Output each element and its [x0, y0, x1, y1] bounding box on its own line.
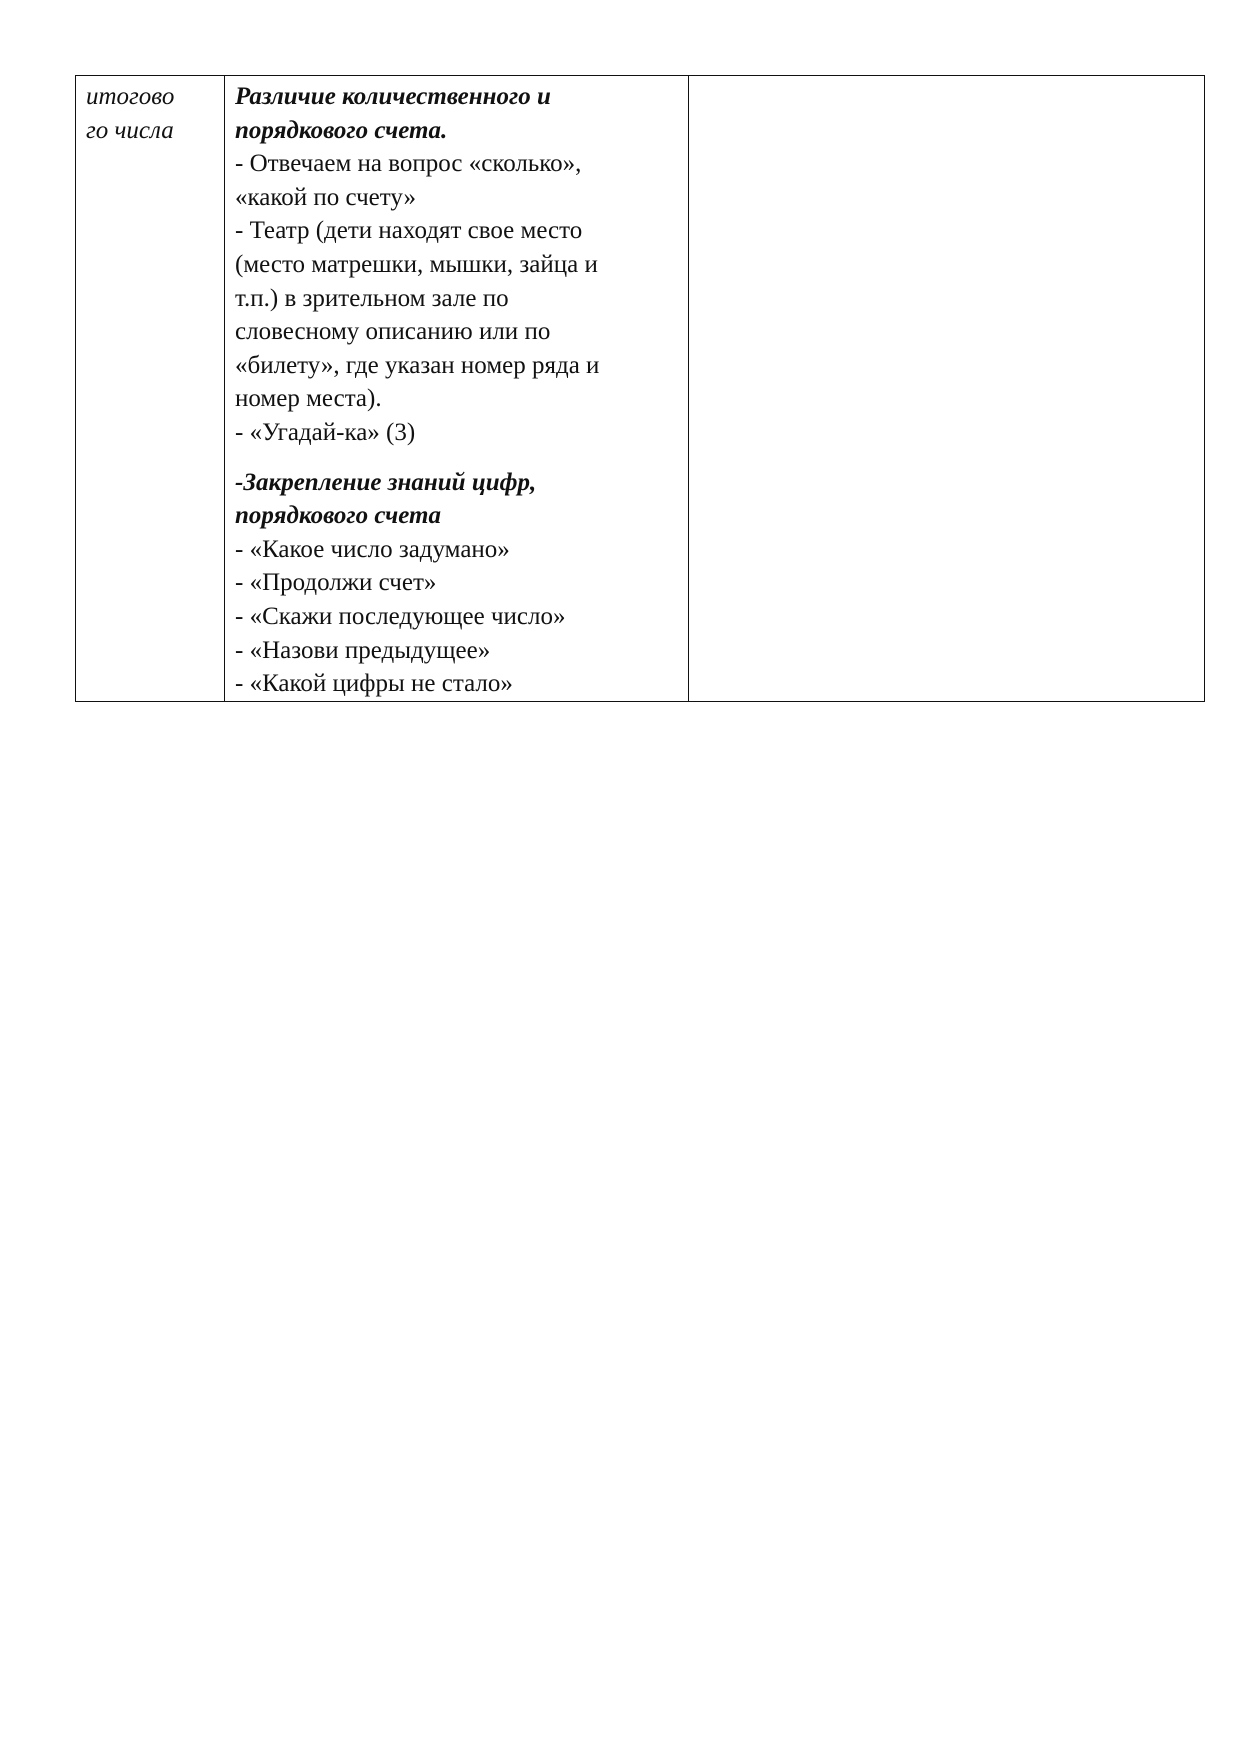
activity-line: - «Скажи последующее число» [235, 602, 566, 630]
activities-text [225, 76, 688, 701]
activity-line: (место матрешки, мышки, зайца и [235, 250, 598, 278]
activity-line: т.п.) в зрительном зале по [235, 284, 509, 312]
notes-cell [689, 76, 1205, 702]
topic-cell [76, 76, 225, 702]
section-spacer [235, 450, 680, 466]
notes-text [689, 76, 1204, 80]
topic-text [76, 76, 224, 147]
section-heading: -Закрепление знаний цифр, [235, 468, 537, 496]
section-heading: Различие количественного и [235, 83, 551, 110]
activity-line: словесному описанию или по [235, 318, 551, 346]
section-heading: порядкового счета [235, 502, 441, 530]
activity-line: - «Угадай-ка» (3) [235, 418, 416, 446]
activity-line: - Театр (дети находят свое место [235, 217, 583, 245]
topic-line: го числа [86, 116, 174, 144]
activity-line: - Отвечаем на вопрос «сколько», [235, 150, 582, 178]
activity-line: - «Назови предыдущее» [235, 636, 491, 664]
activity-line: «какой по счету» [235, 183, 416, 211]
activities-cell [225, 76, 689, 702]
activity-line: - «Продолжи счет» [235, 569, 437, 597]
activity-line: номер места). [235, 385, 382, 413]
activity-line: - «Какой цифры не стало» [235, 670, 513, 698]
section-heading: порядкового счета. [235, 116, 448, 144]
topic-line: итогово [86, 83, 175, 110]
content-table [75, 75, 1205, 702]
activity-line: «билету», где указан номер ряда и [235, 351, 600, 379]
activity-line: - «Какое число задумано» [235, 535, 510, 563]
table-row [76, 76, 1205, 702]
